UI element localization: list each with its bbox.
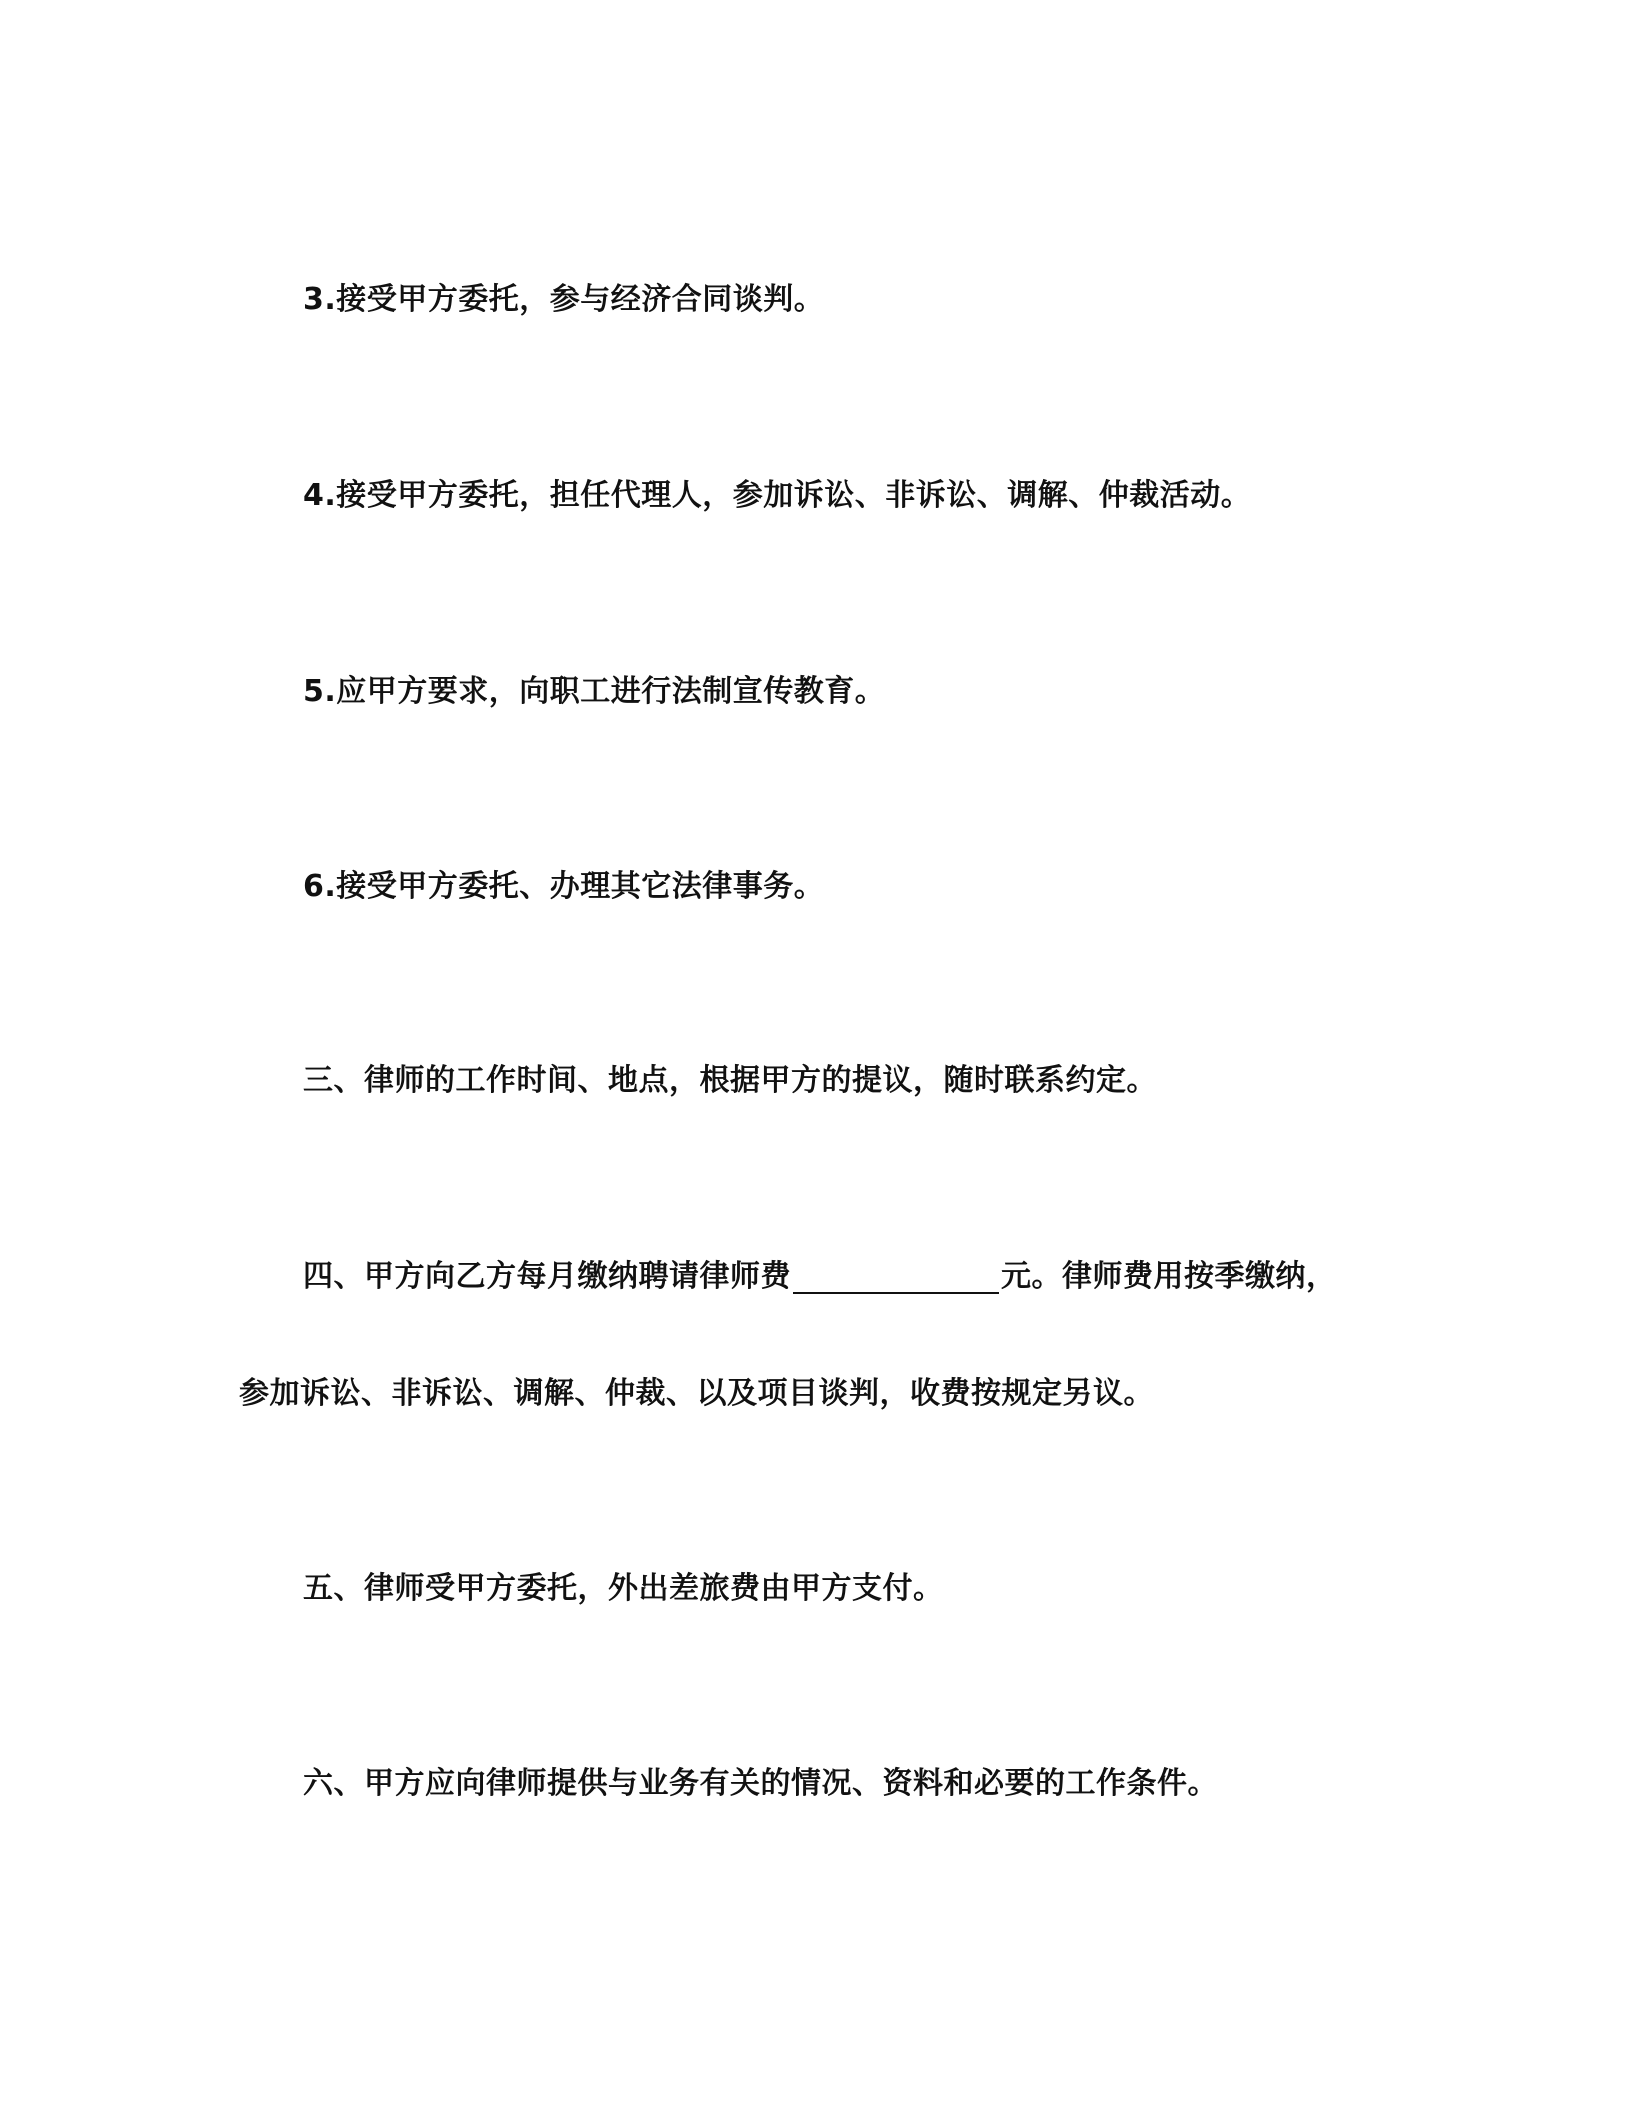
paragraph-item-5: 5.应甲方要求，向职工进行法制宣传教育。 — [303, 674, 886, 709]
paragraph-section-4 — [303, 1257, 1337, 1297]
fee-blank-line — [793, 1262, 999, 1294]
paragraph-section-5: 五、律师受甲方委托，外出差旅费由甲方支付。 — [303, 1571, 944, 1606]
paragraph-item-6: 6.接受甲方委托、办理其它法律事务。 — [303, 869, 825, 904]
paragraph-section-3: 三、律师的工作时间、地点，根据甲方的提议，随时联系约定。 — [303, 1063, 1157, 1098]
paragraph-section-6: 六、甲方应向律师提供与业务有关的情况、资料和必要的工作条件。 — [303, 1766, 1218, 1801]
fee-text-after: 元。律师费用按季缴纳， — [1001, 1259, 1337, 1294]
paragraph-item-4: 4.接受甲方委托，担任代理人，参加诉讼、非诉讼、调解、仲裁活动。 — [303, 478, 1252, 513]
paragraph-item-3: 3.接受甲方委托，参与经济合同谈判。 — [303, 282, 825, 317]
paragraph-section-4-continuation: 参加诉讼、非诉讼、调解、仲裁、以及项目谈判，收费按规定另议。 — [239, 1376, 1154, 1411]
fee-text-before: 四、甲方向乙方每月缴纳聘请律师费 — [303, 1259, 791, 1294]
